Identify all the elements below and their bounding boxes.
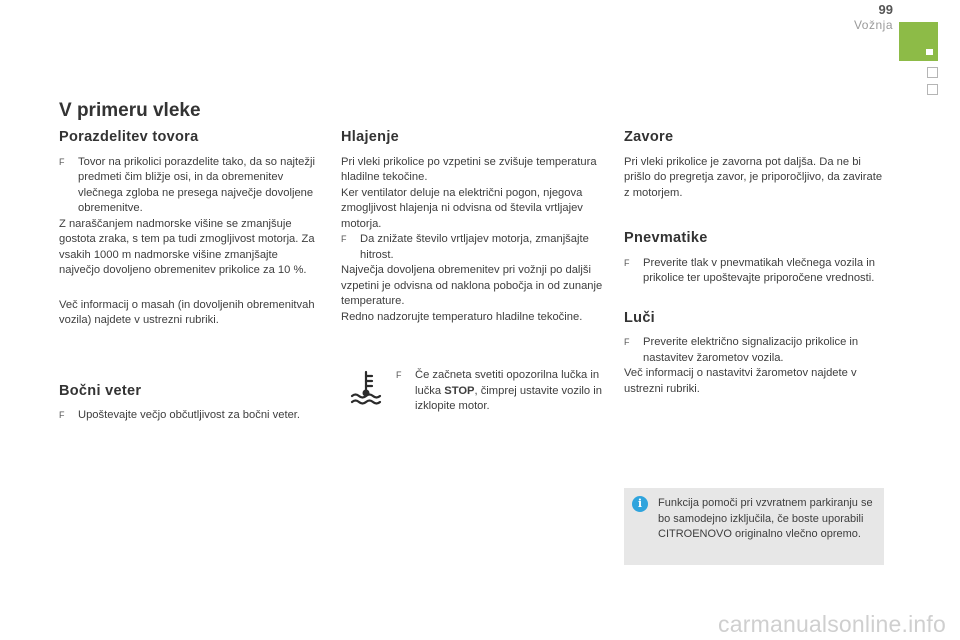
paragraph: Pri vleki prikolice po vzpetini se zvišuje temperatura hladilne tekočine. (341, 155, 597, 183)
watermark: carmanualsonline.info (718, 611, 946, 637)
paragraph: Pri vleki prikolice je zavorna pot daljša. Da ne bi prišlo do pregretja zavor, je priporočljivo, da zavirate z motorjem. (624, 155, 883, 199)
bullet-icon: F (59, 410, 65, 420)
section-heading-hlajenje: Hlajenje (341, 129, 400, 145)
paragraph: Največja dovoljena obremenitev pri vožnji po daljši vzpetini je odvisna od naklona pobočja in od zunanje temperature. (341, 264, 603, 307)
section-heading-pnevmatike: Pnevmatike (624, 230, 708, 246)
paragraph: Več informacij o nastavitvi žarometov najdete v ustrezni rubriki. (624, 367, 857, 395)
section-heading-zavore: Zavore (624, 129, 674, 145)
bullet-icon: F (624, 337, 630, 347)
chapter-tab-box[interactable] (927, 67, 938, 78)
bullet-item (624, 256, 886, 287)
warn-text-part: , čimprej ustavite vozilo in izklopite motor. (415, 384, 602, 412)
paragraph: Z naraščanjem nadmorske višine se zmanjšuje gostota zraka, s tem pa tudi zmogljivost motorja. Za vsakih 1000 m nadmorske višine zmanjšajte največjo dovoljeno obremenitev prikolice za 10 %. (59, 217, 315, 276)
bullet-icon: F (624, 257, 630, 268)
bullet-text: Da znižate število vrtljajev motorja, zmanjšajte hitrost. (360, 233, 589, 261)
chapter-title: Vožnja (853, 18, 893, 32)
column-left (59, 130, 317, 424)
bullet-item (341, 232, 603, 263)
paragraph: Redno nadzorujte temperaturo hladilne tekočine. (341, 310, 583, 323)
bullet-item (396, 368, 625, 415)
column-right (624, 130, 886, 397)
bullet-item (59, 408, 317, 424)
section-heading-bocni-veter: Bočni veter (59, 382, 142, 399)
section-heading-luci: Luči (624, 309, 656, 326)
section-heading-porazdelitev: Porazdelitev tovora (59, 129, 199, 145)
stop-label: STOP (444, 384, 475, 397)
info-note-text: Funkcija pomoči pri vzvratnem parkiranju se bo samodejno izključila, če boste uporabili CITROENOVO originalno vlečno opremo. (658, 497, 873, 540)
tab-marker-icon (926, 49, 933, 55)
bullet-item (59, 155, 317, 217)
bullet-text (415, 369, 602, 412)
bullet-text: Tovor na prikolici porazdelite tako, da so najtežji predmeti čim bližje osi, in da obremenitev vlečnega zgloba ne presega največje dovoljene obremenitve. (78, 155, 315, 214)
warn-text-part: Če začneta svetiti opozorilna lučka in lučka (415, 369, 600, 397)
page-number: 99 (878, 2, 893, 17)
paragraph: Več informacij o masah (in dovoljenih obremenitvah vozila) najdete v ustrezni rubriki. (59, 298, 315, 326)
column-middle (341, 130, 603, 325)
bullet-text: Upoštevajte večjo občutljivost za bočni veter. (78, 409, 301, 421)
info-icon: i (632, 496, 648, 512)
coolant-temperature-icon (346, 368, 386, 408)
bullet-icon: F (59, 156, 65, 167)
page-title: V primeru vleke (59, 100, 201, 121)
bullet-text: Preverite električno signalizacijo prikolice in nastavitev žarometov vozila. (643, 336, 859, 364)
paragraph: Ker ventilator deluje na električni pogon, njegova zmogljivost hlajenja ni odvisna od števila vrtljajev motorja. (341, 186, 583, 230)
bullet-icon: F (341, 234, 347, 244)
bullet-item (624, 335, 886, 366)
chapter-tab-active[interactable] (899, 22, 938, 61)
chapter-tab-box[interactable] (927, 84, 938, 95)
info-note-box (624, 488, 884, 565)
bullet-text: Preverite tlak v pnevmatikah vlečnega vozila in prikolice ter upoštevajte priporočene vrednosti. (643, 256, 875, 284)
bullet-icon: F (396, 370, 402, 380)
